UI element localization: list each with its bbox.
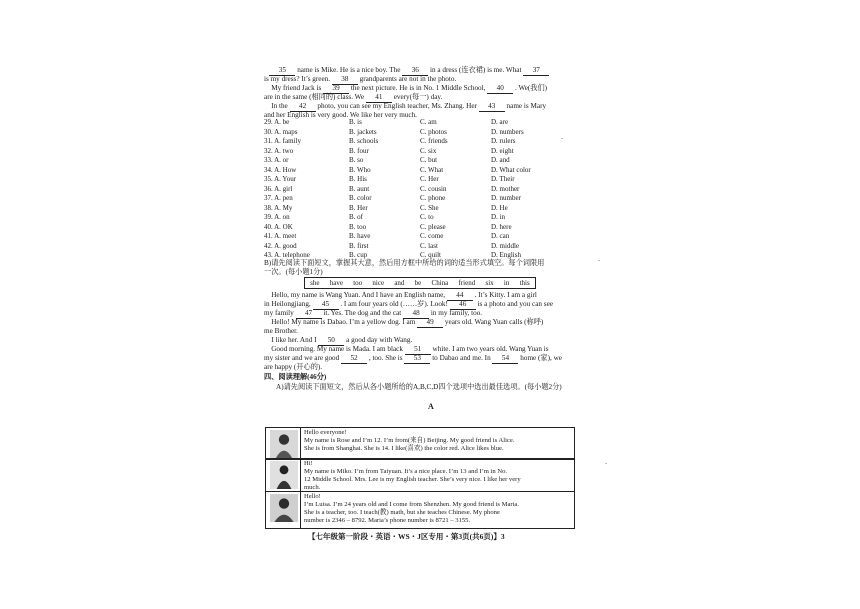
option-a: 38. A. My bbox=[264, 203, 293, 212]
text-line: in Heilongjiang, 45 . I am four years old (……岁). Look! 46 is a photo and you can see bbox=[264, 300, 553, 308]
text: every(每一) day. bbox=[393, 93, 443, 101]
option-c: C. friends bbox=[420, 137, 448, 145]
option-d: D. can bbox=[491, 232, 510, 240]
text: photo, you can see my English teacher, Ms. Zhang. Her bbox=[317, 102, 477, 110]
option-a: 43. A. telephone bbox=[264, 251, 310, 259]
option-d: D. are bbox=[491, 118, 509, 126]
option-row bbox=[264, 204, 581, 214]
blank-45: 45 bbox=[313, 300, 339, 310]
blank-39: 39 bbox=[323, 84, 349, 94]
option-b: B. Her bbox=[349, 203, 368, 212]
option-a: 39. A. on bbox=[264, 213, 290, 221]
option-a: 29. A. be bbox=[264, 118, 290, 126]
word: this bbox=[519, 279, 530, 287]
word: she bbox=[310, 279, 320, 287]
text: . We(我们) bbox=[515, 84, 548, 92]
text: My friend Jack is bbox=[271, 84, 322, 92]
blank-44: 44 bbox=[447, 291, 473, 301]
option-a: 31. A. family bbox=[264, 137, 301, 145]
option-d: D. eight bbox=[491, 146, 514, 155]
option-d: D. English bbox=[491, 251, 521, 259]
profile-text: Hi! My name is Miko. I’m from Taiyuan. It’s a nice place. I’m 13 and I’m in No. 12 Middle School. Mrs. Lee is my English teacher. She’s very nice. I like her very much. bbox=[304, 460, 521, 491]
option-d: D. numbers bbox=[491, 127, 524, 136]
option-b: B. so bbox=[349, 156, 364, 164]
option-b: B. of bbox=[349, 213, 363, 221]
word: six bbox=[485, 279, 494, 287]
woman-photo-icon bbox=[270, 494, 298, 522]
option-b: B. is bbox=[349, 118, 362, 126]
option-a: 42. A. good bbox=[264, 241, 297, 250]
option-c: C. but bbox=[420, 156, 438, 164]
option-d: D. Their bbox=[491, 175, 515, 183]
option-c: C. Her bbox=[420, 175, 439, 183]
option-c: C. six bbox=[420, 146, 437, 155]
option-row bbox=[264, 223, 581, 233]
word: have bbox=[329, 279, 343, 287]
scan-speck bbox=[605, 463, 607, 464]
blank-53: 53 bbox=[404, 354, 430, 364]
option-b: B. jackets bbox=[349, 127, 377, 136]
blank-50: 50 bbox=[318, 336, 344, 346]
word: too bbox=[353, 279, 363, 287]
blank-51: 51 bbox=[405, 345, 431, 355]
text-line: and her English is very good. We like her very much. bbox=[264, 111, 417, 119]
option-row bbox=[264, 232, 581, 242]
blank-47: 47 bbox=[296, 309, 322, 319]
option-d: D. here bbox=[491, 222, 512, 231]
word: nice bbox=[372, 279, 385, 287]
option-c: C. phone bbox=[420, 194, 446, 202]
profile-box bbox=[265, 491, 575, 529]
text: the next picture. He is in No. 1 Middle School, bbox=[350, 84, 486, 92]
option-d: D. number bbox=[491, 194, 521, 202]
blank-35: 35 bbox=[269, 66, 295, 76]
text-line: I like her. And I 50 a good day with Wang. bbox=[271, 336, 413, 344]
blank-37: 37 bbox=[523, 66, 549, 76]
section-b-instruction: B)请先阅读下面短文，掌握其大意，然后用方框中所给的词的适当形式填空。每个词限用 bbox=[264, 259, 545, 267]
option-d: D. What color bbox=[491, 165, 531, 174]
option-a: 37. A. pen bbox=[264, 194, 293, 202]
text-line: Hello! My name is Dabao. I’m a yellow dog. I am 49 years old. Wang Yuan calls (称呼) bbox=[271, 318, 544, 326]
option-b: B. cup bbox=[349, 251, 368, 259]
option-b: B. four bbox=[349, 146, 369, 155]
profile-text: Hello! I’m Luisa. I’m 24 years old and I come from Shenzhen. My good friend is Maria. She is a teacher, too. I teach(教) math, but she teaches Chinese. My phone number is 2346 – 8792. Maria’s phone number is 8721 – 3155. bbox=[304, 493, 519, 524]
section-b-instruction: 一次。(每小题1分) bbox=[264, 268, 323, 276]
option-b: B. have bbox=[349, 232, 371, 240]
option-a: 40. A. OK bbox=[264, 222, 293, 231]
blank-52: 52 bbox=[341, 354, 367, 364]
option-c: C. What bbox=[420, 165, 444, 174]
word: friend bbox=[458, 279, 476, 287]
text: in a dress (连衣裙) is me. What bbox=[429, 66, 522, 74]
word: in bbox=[503, 279, 510, 287]
option-b: B. too bbox=[349, 222, 367, 231]
text-line: my family 47 it. Yes. The dog and the cat 48 in my family, too. bbox=[264, 309, 483, 317]
word-box bbox=[304, 277, 536, 289]
option-b: B. first bbox=[349, 241, 369, 250]
blank-49: 49 bbox=[417, 318, 443, 328]
text: are in the same (相同的) class. We bbox=[264, 93, 365, 101]
option-a: 36. A. girl bbox=[264, 184, 293, 193]
option-c: C. last bbox=[420, 241, 438, 250]
option-row bbox=[264, 194, 581, 204]
blank-38: 38 bbox=[332, 75, 358, 85]
option-d: D. in bbox=[491, 213, 505, 221]
option-a: 34. A. How bbox=[264, 165, 297, 174]
blank-42: 42 bbox=[290, 102, 316, 112]
blank-46: 46 bbox=[450, 300, 476, 310]
option-a: 35. A. Your bbox=[264, 175, 297, 183]
text: In the bbox=[271, 102, 288, 110]
option-d: D. mother bbox=[491, 184, 520, 193]
scan-speck bbox=[561, 138, 563, 139]
girl-photo-icon bbox=[270, 430, 298, 458]
option-row bbox=[264, 128, 581, 138]
blank-48: 48 bbox=[403, 309, 429, 319]
option-a: 32. A. two bbox=[264, 146, 294, 155]
option-row bbox=[264, 137, 581, 147]
word: China bbox=[431, 279, 449, 287]
passage-label: A bbox=[428, 402, 434, 411]
option-d: D. He bbox=[491, 203, 508, 212]
option-row bbox=[264, 242, 581, 252]
option-row bbox=[264, 147, 581, 157]
option-b: B. Who bbox=[349, 165, 371, 174]
text: grandparents are not in the photo. bbox=[359, 75, 457, 83]
profile-box bbox=[265, 458, 575, 493]
section-instruction: A)请先阅读下面短文，然后从各小题所给的A,B,C,D四个选项中选出最佳选项。(每小题2分) bbox=[276, 383, 562, 391]
text-line: Hello, my name is Wang Yuan. And I have an English name, 44 . It’s Kitty. I am a girl bbox=[271, 291, 537, 299]
option-a: 41. A. meet bbox=[264, 232, 297, 240]
blank-54: 54 bbox=[492, 354, 518, 364]
blank-43: 43 bbox=[479, 102, 505, 112]
option-row bbox=[264, 118, 581, 128]
boy-photo-icon bbox=[270, 461, 298, 489]
option-d: D. and bbox=[491, 156, 510, 164]
text-line: are happy (开心的). bbox=[264, 363, 323, 371]
word: be bbox=[414, 279, 422, 287]
option-c: C. She bbox=[420, 203, 439, 212]
page-footer: 【七年级第一阶段・英语・WS・J区专用・第3页(共6页)】3 bbox=[308, 532, 505, 541]
option-row bbox=[264, 185, 581, 195]
profile-text: Hello everyone! My name is Rose and I’m 12. I’m from(来自) Beijing. My good friend is Alice. She is from Shanghai. She is 14. I like(喜欢) the color red. Alice likes blue. bbox=[304, 429, 515, 452]
option-a: 30. A. maps bbox=[264, 127, 298, 136]
text-line: Good morning. My name is Mada. I am black 51 white. I am two years old. Wang Yuan is bbox=[271, 345, 549, 353]
option-c: C. come bbox=[420, 232, 444, 240]
option-b: B. His bbox=[349, 175, 367, 183]
option-c: C. to bbox=[420, 213, 434, 221]
option-row bbox=[264, 166, 581, 176]
option-row bbox=[264, 175, 581, 185]
scan-speck bbox=[598, 260, 600, 261]
divider bbox=[300, 459, 301, 492]
text: name is Mike. He is a nice boy. The bbox=[297, 66, 401, 74]
option-b: B. aunt bbox=[349, 184, 370, 193]
blank-40: 40 bbox=[487, 84, 513, 94]
text: name is Mary bbox=[506, 102, 547, 110]
option-b: B. color bbox=[349, 194, 372, 202]
text: is my dress? It’s green. bbox=[264, 75, 331, 83]
option-c: C. quilt bbox=[420, 251, 442, 259]
blank-41: 41 bbox=[366, 93, 392, 103]
option-c: C. please bbox=[420, 222, 446, 231]
options-table bbox=[264, 118, 581, 261]
blank-36: 36 bbox=[402, 66, 428, 76]
option-a: 33. A. or bbox=[264, 156, 289, 164]
profile-box bbox=[265, 427, 575, 460]
option-row bbox=[264, 213, 581, 223]
option-c: C. cousin bbox=[420, 184, 447, 193]
word: and bbox=[394, 279, 405, 287]
option-b: B. schools bbox=[349, 137, 379, 145]
section-title: 四、阅读理解(46分) bbox=[264, 373, 327, 381]
option-c: C. am bbox=[420, 118, 437, 126]
divider bbox=[300, 492, 301, 528]
option-row bbox=[264, 156, 581, 166]
option-d: D. middle bbox=[491, 241, 519, 250]
divider bbox=[300, 428, 301, 459]
text-line: me Brother. bbox=[264, 327, 298, 335]
option-d: D. rulers bbox=[491, 137, 516, 145]
option-c: C. photos bbox=[420, 127, 447, 136]
text-line: my sister and we are good 52 , too. She is 53 to Dabao and me. In 54 home (家), we bbox=[264, 354, 562, 362]
